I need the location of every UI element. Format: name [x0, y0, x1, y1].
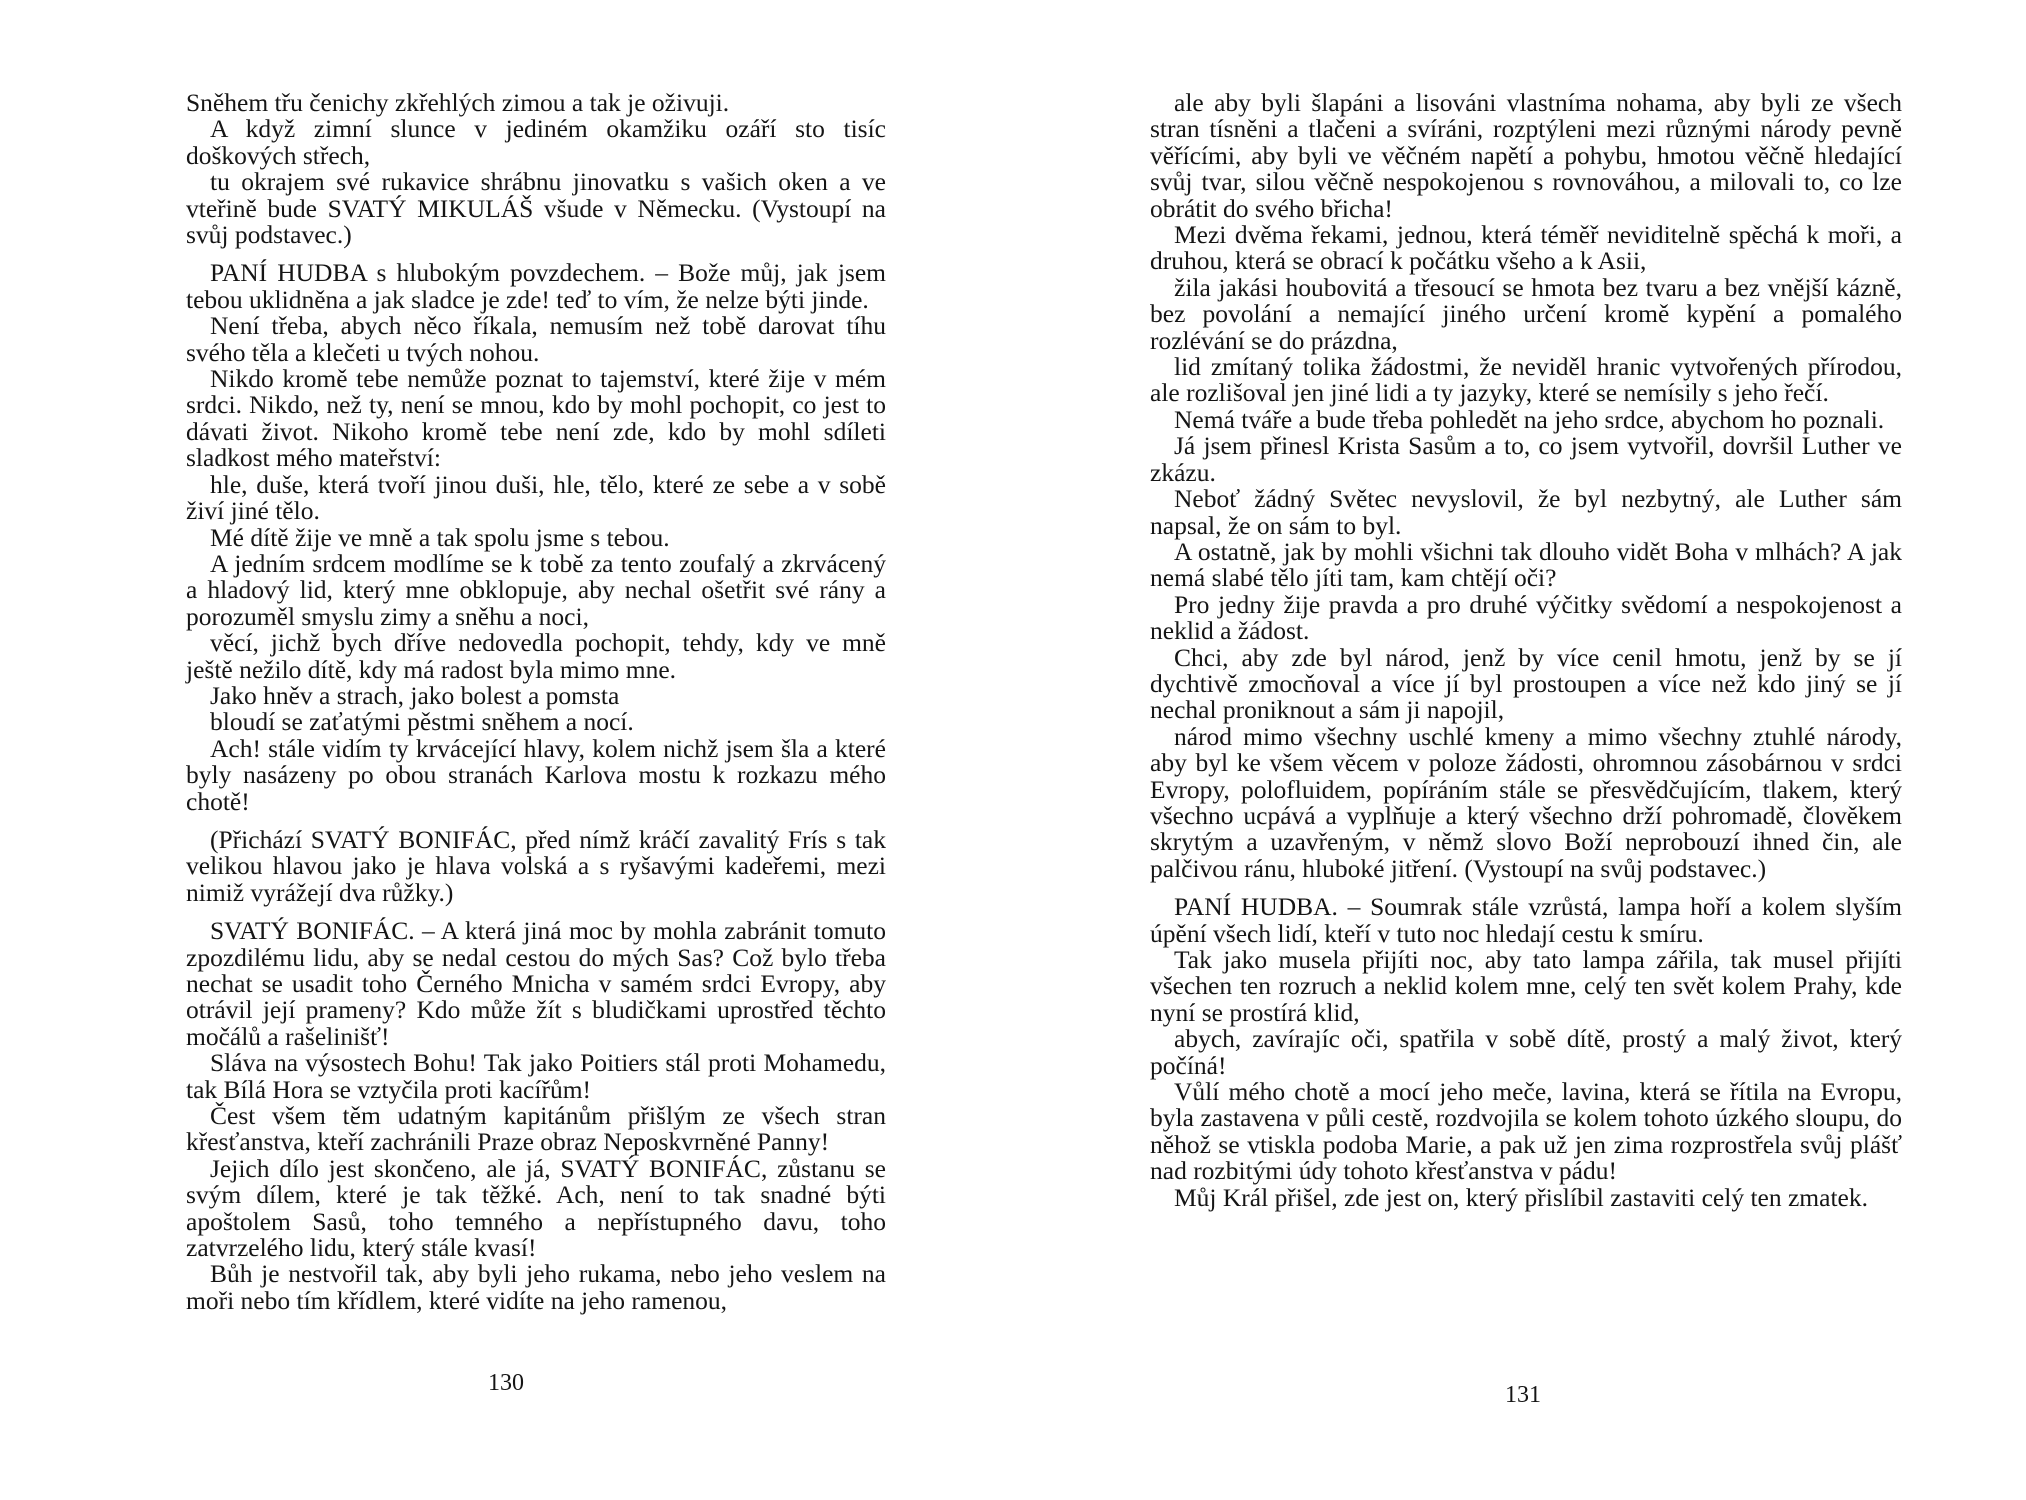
paragraph: Mezi dvěma řekami, jednou, která téměř neviditelně spěchá k moři, a druhou, která se obrací k počátku všeho a k Asii,: [1150, 220, 1902, 276]
paragraph: Můj Král přišel, zde jest on, který přislíbil zastaviti celý ten zmatek.: [1174, 1182, 1868, 1212]
right-text-column: [1150, 90, 1902, 1211]
paragraph: Mé dítě žije ve mně a tak spolu jsme s tebou.: [210, 522, 670, 552]
paragraph: abych, zavírajíc oči, spatřila v sobě dítě, prostý a malý život, který počíná!: [1150, 1024, 1902, 1080]
right-page: [1013, 0, 2026, 1500]
paragraph: národ mimo všechny uschlé kmeny a mimo všechny ztuhlé národy, aby byl ke všem věcem v poloze žádosti, ohromnou zásobárnou v srdci Evropy, polofluidem, popíráním stále se přesvědčujícím, tlakem, který všechno ucpává a vyplňuje a který všechno drží pohromadě, člověkem skrytým a uzavřeným, v němž slovo Boží neprobouzí ihned čin, ale palčivou ránu, hluboké jitření. (Vystoupí na svůj podstavec.): [1150, 721, 1902, 883]
paragraph: hle, duše, která tvoří jinou duši, hle, tělo, které ze sebe a v sobě živí jiné tělo.: [186, 469, 886, 526]
paragraph: bloudí se zaťatými pěstmi sněhem a nocí.: [210, 707, 634, 737]
paragraph: Jako hněv a strach, jako bolest a pomsta: [210, 680, 620, 710]
paragraph: Vůlí mého chotě a mocí jeho meče, lavina, která se řítila na Evropu, byla zastavena v půli cestě, rozdvojila se kolem tohoto úzkého sloupu, do něhož se vtiskla podoba Marie, a pak už jen zima rozprostřela svůj plášť nad rozbitými údy tohoto křesťanstva v pádu!: [1150, 1077, 1902, 1186]
stage-direction: (Přichází SVATÝ BONIFÁC, před nímž kráčí zavalitý Frís s tak velikou hlavou jako je hlava volská a s ryšavými kadeřemi, mezi nimiž vyrážejí dva růžky.): [186, 824, 886, 907]
paragraph: Já jsem přinesl Krista Sasům a to, co jsem vytvořil, dovršil Luther ve zkázu.: [1150, 431, 1902, 487]
paragraph: A jedním srdcem modlíme se k tobě za tento zoufalý a zkrvácený a hladový lid, který mne obklopuje, aby nechal ošetřit své rány a porozuměl smyslu zimy a sněhu a noci,: [186, 548, 886, 631]
paragraph: Ach! stále vidím ty krvácející hlavy, kolem nichž jsem šla a které byly nasázeny po obou stranách Karlova mostu k rozkazu mého chotě!: [186, 733, 886, 816]
paragraph: Bůh je nestvořil tak, aby byli jeho rukama, nebo jeho veslem na moři nebo tím křídlem, které vidíte na jeho ramenou,: [186, 1259, 886, 1315]
paragraph: Sněhem třu čenichy zkřehlých zimou a tak je oživuji.: [186, 88, 730, 117]
paragraph: ale aby byli šlapáni a lisováni vlastníma nohama, aby byli ze všech stran tísněni a tlačeni a svíráni, rozptýleni mezi různými národy pevně věřícími, aby byli ve věčném napětí a pohybu, hmotou věčně hledající svůj tvar, silou věčně nespokojenou s rovnováhou, a milovali to, co lze obrátit do svého břicha!: [1150, 88, 1902, 223]
paragraph: Tak jako musela přijíti noc, aby tato lampa zářila, tak musel přijíti všechen ten rozruch a neklid kolem mne, celý ten svět kolem Prahy, kde nyní se prostírá klid,: [1150, 945, 1902, 1027]
paragraph: Nemá tváře a bude třeba pohledět na jeho srdce, abychom ho poznali.: [1174, 404, 1885, 434]
paragraph: SVATÝ BONIFÁC. – A která jiná moc by mohla zabránit tomuto zpozdilému lidu, aby se nedal cestou do mých Sas? Což bylo třeba nechat se usadit toho Černého Mnicha v samém srdci Evropy, aby otrávil její prameny? Kdo může žít s bludičkami uprostřed těchto močálů a rašelinišť!: [186, 916, 886, 1051]
page-number: 130: [488, 1370, 524, 1396]
paragraph: A ostatně, jak by mohli všichni tak dlouho vidět Boha v mlhách? A jak nemá slabé tělo jíti tam, kam chtějí oči?: [1150, 536, 1902, 593]
paragraph: Není třeba, abych něco říkala, nemusím než tobě darovat tíhu svého těla a klečeti u tvých nohou.: [186, 311, 886, 367]
paragraph: lid zmítaný tolika žádostmi, že neviděl hranic vytvořených přírodou, ale rozlišoval jen jiné lidi a ty jazyky, které se nemísily s jeho řečí.: [1150, 352, 1902, 408]
paragraph: PANÍ HUDBA s hlubokým povzdechem. – Bože můj, jak jsem tebou uklidněna a jak sladce je zde! teď to vím, že nelze býti jinde.: [186, 258, 886, 314]
page-number: 131: [1505, 1382, 1541, 1408]
paragraph: Nikdo kromě tebe nemůže poznat to tajemství, které žije v mém srdci. Nikdo, než ty, není se mnou, kdo by mohl pochopit, co jest to dávati život. Nikoho kromě tebe není zde, kdo by mohl sdíleti sladkost mého mateřství:: [186, 364, 886, 473]
paragraph: Čest všem těm udatným kapitánům přišlým ze všech stran křesťanstva, kteří zachránili Praze obraz Neposkvrněné Panny!: [186, 1101, 886, 1157]
paragraph: Pro jedny žije pravda a pro druhé výčitky svědomí a nespokojenost a neklid a žádost.: [1150, 589, 1902, 646]
paragraph: PANÍ HUDBA. – Soumrak stále vzrůstá, lampa hoří a kolem slyším úpění všech lidí, kteří v tuto noc hledají cestu k smíru.: [1150, 892, 1902, 948]
paragraph: Jejich dílo jest skončeno, ale já, SVATÝ BONIFÁC, zůstanu se svým dílem, které je tak těžké. Ach, není to tak snadné býti apoštolem Sasů, toho temného a nepřístupného davu, toho zatvrzelého lidu, který stále kvasí!: [186, 1153, 886, 1263]
paragraph: Neboť žádný Světec nevyslovil, že byl nezbytný, ale Luther sám napsal, že on sám to byl.: [1150, 484, 1902, 540]
paragraph: žila jakási houbovitá a třesoucí se hmota bez tvaru a bez vnější kázně, bez povolání a nemající jiného určení kromě kypění a pomalého rozlévání se do prázdna,: [1150, 272, 1902, 355]
paragraph: věcí, jichž bych dříve nedovedla pochopit, tehdy, kdy ve mně ještě nežilo dítě, kdy má radost byla mimo mne.: [186, 628, 886, 684]
left-text-column: [186, 90, 886, 1314]
paragraph: tu okrajem své rukavice shrábnu jinovatku s vašich oken a ve vteřině bude SVATÝ MIKULÁŠ všude v Německu. (Vystoupí na svůj podstavec.): [186, 167, 886, 250]
paragraph: Chci, aby zde byl národ, jenž by více cenil hmotu, jenž by se jí dychtivě zmocňoval a více jí byl prostoupen a více než kdo jiný se jí nechal proniknout a sám ji napojil,: [1150, 642, 1902, 725]
paragraph: Sláva na výsostech Bohu! Tak jako Poitiers stál proti Mohamedu, tak Bílá Hora se vztyčila proti kacířům!: [186, 1048, 886, 1104]
paragraph: A když zimní slunce v jediném okamžiku ozáří sto tisíc doškových střech,: [186, 114, 886, 170]
